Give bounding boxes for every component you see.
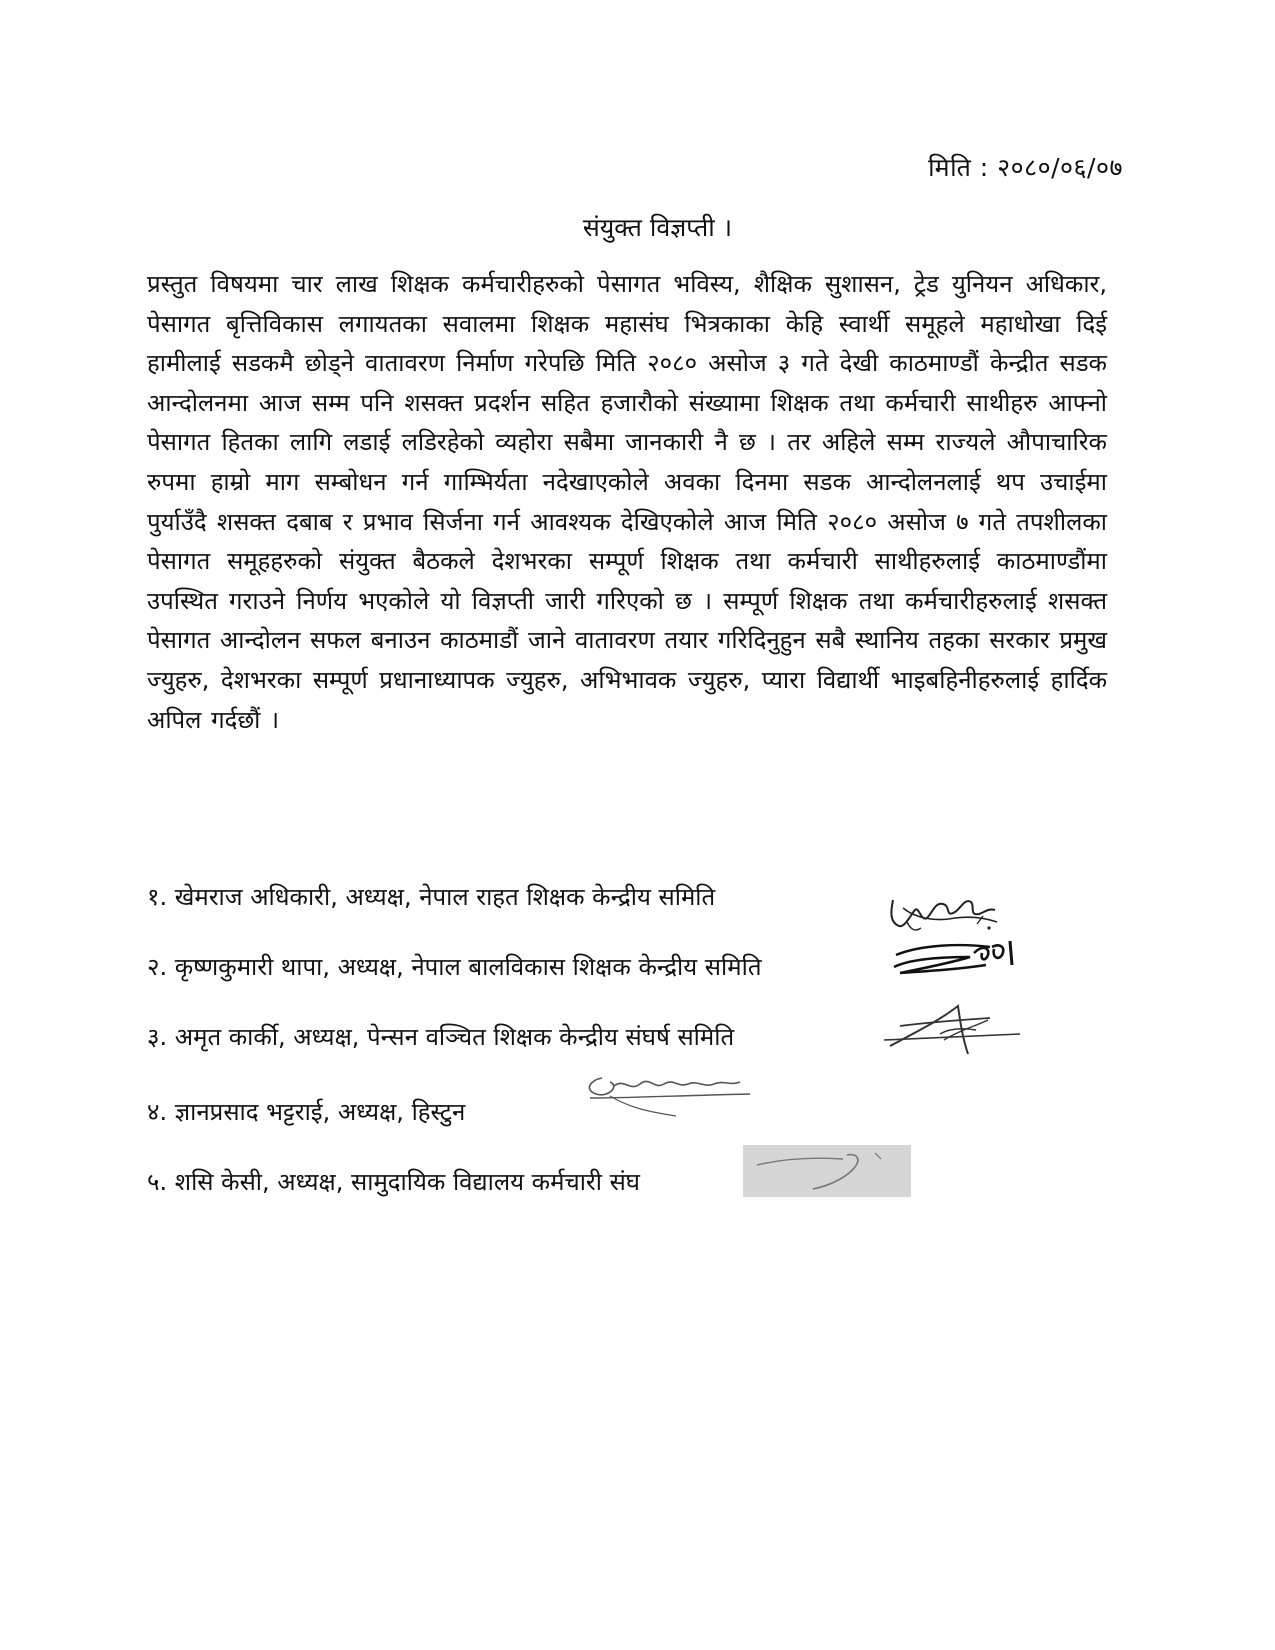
signature-4	[580, 1068, 760, 1128]
signatory-row-1	[147, 880, 715, 913]
signatory-row-3	[147, 1020, 734, 1053]
signatory-name: खेमराज अधिकारी, अध्यक्ष, नेपाल राहत शिक्षक केन्द्रीय समिति	[174, 883, 716, 911]
signatory-name: शसि केसी, अध्यक्ष, सामुदायिक विद्यालय कर्मचारी संघ	[174, 1168, 640, 1196]
document-title: संयुक्त विज्ञप्ती ।	[582, 213, 733, 242]
signatory-name: कृष्णकुमारी थापा, अध्यक्ष, नेपाल बालविकास शिक्षक केन्द्रीय समिति	[174, 953, 762, 981]
signatory-name: ज्ञानप्रसाद भट्टराई, अध्यक्ष, हिस्टुन	[174, 1098, 466, 1126]
body-paragraph: प्रस्तुत विषयमा चार लाख शिक्षक कर्मचारीहरुको पेसागत भविस्य, शैक्षिक सुशासन, ट्रेड युनियन अधिकार, पेसागत बृत्तिविकास लगायतका सवालमा शिक्षक महासंघ भित्रकाका केहि स्वार्थी समूहले महाधोखा दिई हामीलाई सडकमै छोड्ने वातावरण निर्माण गरेपछि मिति २०८० असोज ३ गते देखी काठमाण्डौं केन्द्रीत सडक आन्दोलनमा आज सम्म पनि शसक्त प्रदर्शन सहित हजारौको संख्यामा शिक्षक तथा कर्मचारी साथीहरु आफ्नो पेसागत हितका लागि लडाई लडिरहेको व्यहोरा सबैमा जानकारी नै छ । तर अहिले सम्म राज्यले औपाचारिक रुपमा हाम्रो माग सम्बोधन गर्न गाम्भिर्यता नदेखाएकोले अवका दिनमा सडक आन्दोलनलाई थप उचाईमा पुर्याउँदै शसक्त दबाब र प्रभाव सिर्जना गर्न आवश्यक देखिएकोले आज मिति २०८० असोज ७ गते तपशीलका पेसागत समूहहरुको संयुक्त बैठकले देशभरका सम्पूर्ण शिक्षक तथा कर्मचारी साथीहरुलाई काठमाण्डौंमा उपस्थित गराउने निर्णय भएकोले यो विज्ञप्ती जारी गरिएको छ । सम्पूर्ण शिक्षक तथा कर्मचारीहरुलाई शसक्त पेसागत आन्दोलन सफल बनाउन काठमाडौं जाने वातावरण तयार गरिदिनुहुन सबै स्थानिय तहका सरकार प्रमुख ज्युहरु, देशभरका सम्पूर्ण प्रधानाध्यापक ज्युहरु, अभिभावक ज्युहरु, प्यारा विद्यार्थी भाइबहिनीहरुलाई हार्दिक अपिल गर्दछौं ।	[147, 270, 1107, 734]
signatory-name: अमृत कार्की, अध्यक्ष, पेन्सन वञ्चित शिक्षक केन्द्रीय संघर्ष समिति	[174, 1023, 735, 1051]
signatory-number: ४.	[147, 1098, 168, 1126]
signatory-row-4	[147, 1095, 465, 1128]
signatory-row-2	[147, 950, 762, 983]
signatory-number: २.	[147, 953, 168, 981]
signatory-number: ३.	[147, 1023, 168, 1051]
signature-5	[743, 1145, 911, 1197]
signature-2	[890, 935, 1025, 985]
signature-3	[880, 1000, 1030, 1060]
signatory-number: ५.	[147, 1168, 168, 1196]
signatory-number: १.	[147, 883, 168, 911]
signatory-row-5	[147, 1165, 640, 1198]
signature-1	[885, 888, 1005, 938]
date-line: मिति : २०८०/०६/०७	[928, 153, 1123, 182]
